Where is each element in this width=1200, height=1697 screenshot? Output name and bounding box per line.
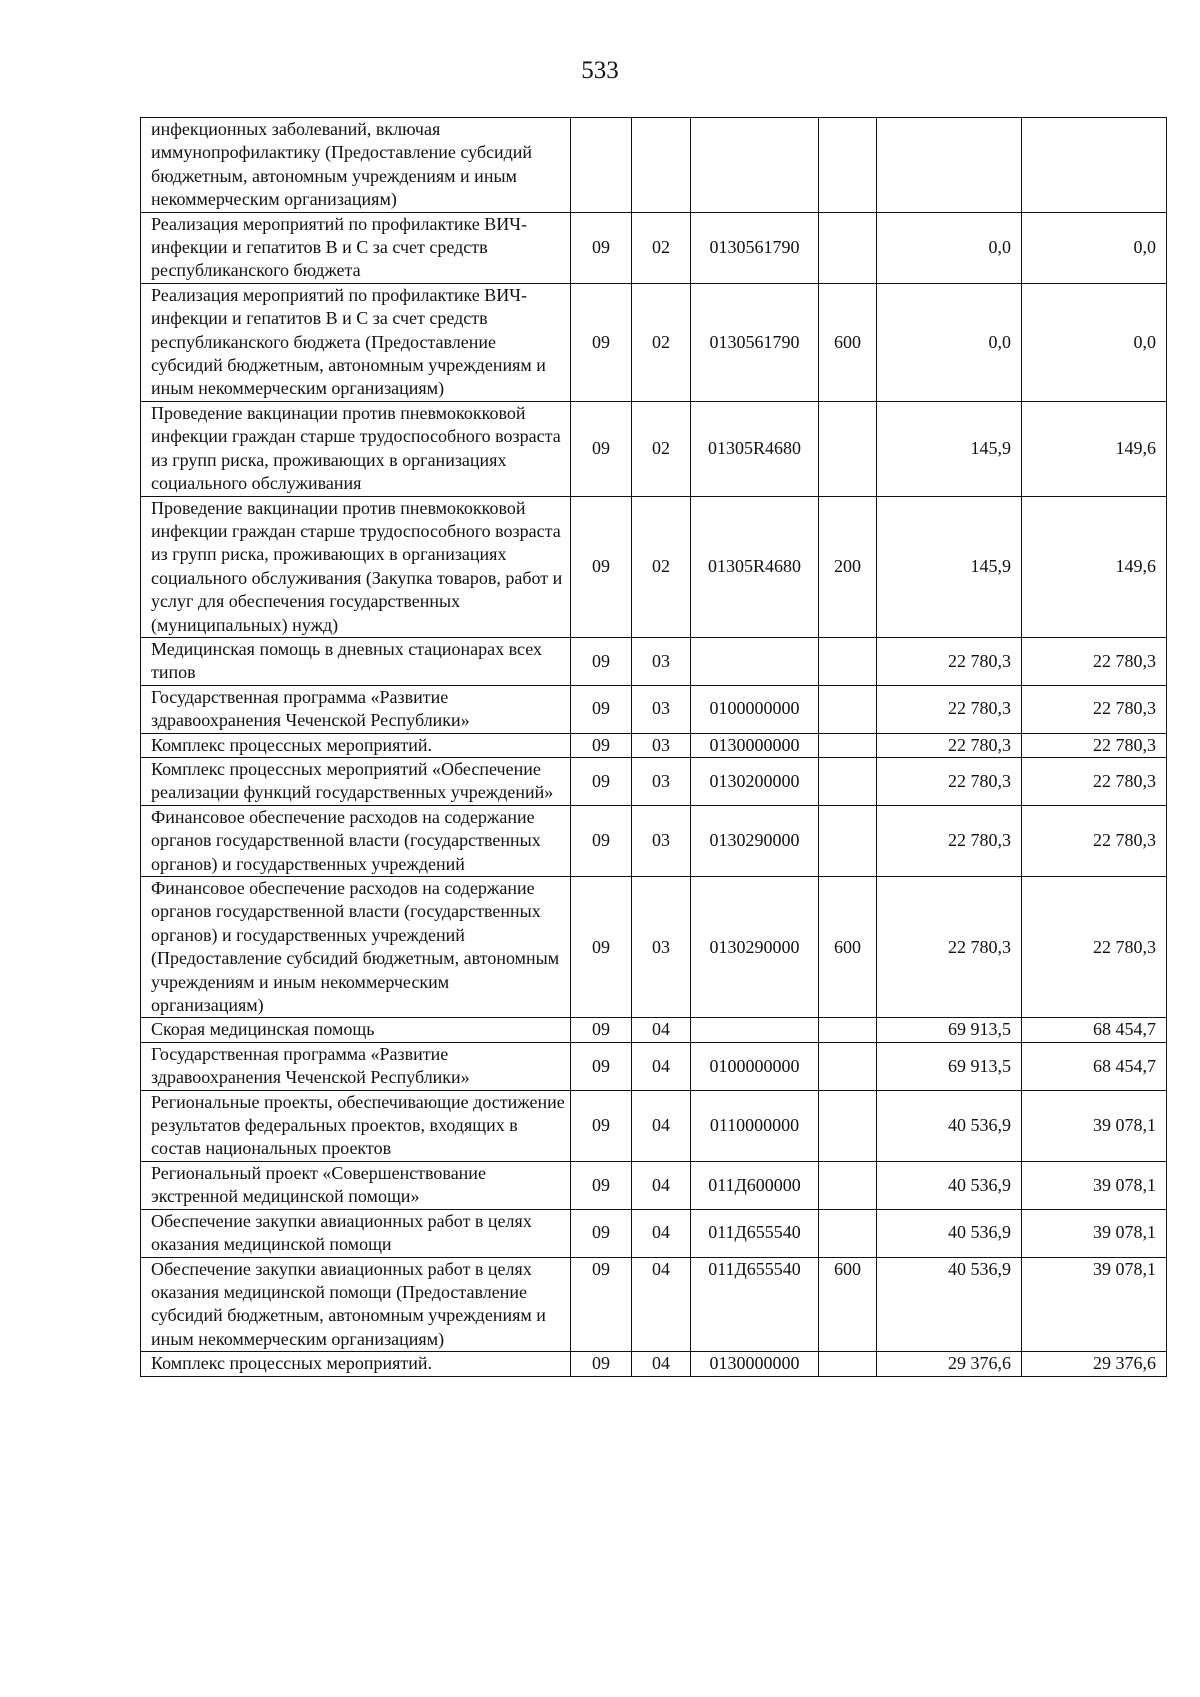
section-code: 09: [571, 1042, 632, 1090]
expense-name: Финансовое обеспечение расходов на содержание органов государственной власти (государственных органов) и государственных учреждений (Предоставление субсидий бюджетным, автономным учреждениям и иным некоммерческим организациям): [141, 877, 571, 1018]
target-article-code: 0130561790: [691, 283, 819, 401]
subsection-code: 02: [632, 401, 691, 496]
subsection-code: 04: [632, 1209, 691, 1257]
target-article-code: 0110000000: [691, 1090, 819, 1161]
expense-name: Комплекс процессных мероприятий «Обеспечение реализации функций государственных учреждений»: [141, 757, 571, 805]
section-code: 09: [571, 1090, 632, 1161]
amount-year-2: 0,0: [1022, 283, 1167, 401]
expense-name: Реализация мероприятий по профилактике ВИЧ-инфекции и гепатитов В и С за счет средств республиканского бюджета (Предоставление субсидий бюджетным, автономным учреждениям и иным некоммерческим организациям): [141, 283, 571, 401]
amount-year-1: 145,9: [877, 401, 1022, 496]
table-row: [141, 212, 1167, 283]
expense-name: Проведение вакцинации против пневмококковой инфекции граждан старше трудоспособного возраста из групп риска, проживающих в организациях социального обслуживания: [141, 401, 571, 496]
expense-name: Проведение вакцинации против пневмококковой инфекции граждан старше трудоспособного возраста из групп риска, проживающих в организациях социального обслуживания (Закупка товаров, работ и услуг для обеспечения государственных (муниципальных) нужд): [141, 496, 571, 637]
target-article-code: 01305R4680: [691, 496, 819, 637]
amount-year-2: 22 780,3: [1022, 757, 1167, 805]
expense-type-code: [819, 1209, 877, 1257]
subsection-code: 02: [632, 496, 691, 637]
subsection-code: 04: [632, 1090, 691, 1161]
section-code: 09: [571, 757, 632, 805]
amount-year-1: 22 780,3: [877, 733, 1022, 757]
expense-type-code: [819, 1042, 877, 1090]
expense-type-code: [819, 1018, 877, 1042]
expense-type-code: [819, 685, 877, 733]
target-article-code: 0100000000: [691, 1042, 819, 1090]
amount-year-2: 149,6: [1022, 401, 1167, 496]
table-row: [141, 283, 1167, 401]
section-code: 09: [571, 805, 632, 876]
target-article-code: 0130290000: [691, 805, 819, 876]
target-article-code: 0130000000: [691, 733, 819, 757]
amount-year-1: 22 780,3: [877, 637, 1022, 685]
amount-year-2: 39 078,1: [1022, 1161, 1167, 1209]
table-row: [141, 637, 1167, 685]
section-code: [571, 118, 632, 213]
expense-type-code: [819, 118, 877, 213]
expense-name: Реализация мероприятий по профилактике ВИЧ-инфекции и гепатитов В и С за счет средств республиканского бюджета: [141, 212, 571, 283]
expense-type-code: 200: [819, 496, 877, 637]
expense-name: Скорая медицинская помощь: [141, 1018, 571, 1042]
section-code: 09: [571, 685, 632, 733]
expense-type-code: [819, 212, 877, 283]
section-code: 09: [571, 1161, 632, 1209]
amount-year-2: 22 780,3: [1022, 733, 1167, 757]
section-code: 09: [571, 283, 632, 401]
subsection-code: 03: [632, 637, 691, 685]
table-row: [141, 1352, 1167, 1376]
table-row: [141, 1042, 1167, 1090]
amount-year-2: 68 454,7: [1022, 1042, 1167, 1090]
subsection-code: 04: [632, 1161, 691, 1209]
expense-name: Обеспечение закупки авиационных работ в целях оказания медицинской помощи: [141, 1209, 571, 1257]
section-code: 09: [571, 1352, 632, 1376]
amount-year-1: 22 780,3: [877, 757, 1022, 805]
amount-year-2: 22 780,3: [1022, 877, 1167, 1018]
expense-name: Обеспечение закупки авиационных работ в целях оказания медицинской помощи (Предоставление субсидий бюджетным, автономным учреждениям и иным некоммерческим организациям): [141, 1257, 571, 1352]
budget-table: [140, 117, 1167, 1377]
expense-type-code: 600: [819, 877, 877, 1018]
amount-year-1: 40 536,9: [877, 1090, 1022, 1161]
expense-type-code: 600: [819, 283, 877, 401]
amount-year-1: 40 536,9: [877, 1209, 1022, 1257]
amount-year-2: 0,0: [1022, 212, 1167, 283]
target-article-code: 0100000000: [691, 685, 819, 733]
expense-type-code: [819, 733, 877, 757]
expense-name: Государственная программа «Развитие здравоохранения Чеченской Республики»: [141, 1042, 571, 1090]
amount-year-1: [877, 118, 1022, 213]
expense-name: Региональные проекты, обеспечивающие достижение результатов федеральных проектов, входящих в состав национальных проектов: [141, 1090, 571, 1161]
subsection-code: 02: [632, 212, 691, 283]
section-code: 09: [571, 496, 632, 637]
subsection-code: 03: [632, 733, 691, 757]
amount-year-1: 29 376,6: [877, 1352, 1022, 1376]
amount-year-2: 22 780,3: [1022, 637, 1167, 685]
budget-table-body: [141, 118, 1167, 1377]
section-code: 09: [571, 637, 632, 685]
target-article-code: 011Д600000: [691, 1161, 819, 1209]
expense-type-code: [819, 1161, 877, 1209]
amount-year-2: [1022, 118, 1167, 213]
expense-type-code: 600: [819, 1257, 877, 1352]
table-row: [141, 1161, 1167, 1209]
target-article-code: 0130000000: [691, 1352, 819, 1376]
table-row: [141, 877, 1167, 1018]
page-number: 533: [581, 57, 619, 84]
table-row: [141, 757, 1167, 805]
expense-type-code: [819, 805, 877, 876]
amount-year-1: 22 780,3: [877, 805, 1022, 876]
subsection-code: 03: [632, 877, 691, 1018]
target-article-code: 011Д655540: [691, 1257, 819, 1352]
table-row: [141, 401, 1167, 496]
amount-year-2: 39 078,1: [1022, 1257, 1167, 1352]
expense-name: Комплекс процессных мероприятий.: [141, 733, 571, 757]
section-code: 09: [571, 212, 632, 283]
target-article-code: [691, 637, 819, 685]
subsection-code: 04: [632, 1352, 691, 1376]
target-article-code: 0130200000: [691, 757, 819, 805]
target-article-code: 01305R4680: [691, 401, 819, 496]
amount-year-1: 0,0: [877, 283, 1022, 401]
expense-type-code: [819, 401, 877, 496]
target-article-code: [691, 118, 819, 213]
expense-type-code: [819, 1352, 877, 1376]
table-row: [141, 1090, 1167, 1161]
table-row: [141, 805, 1167, 876]
amount-year-2: 22 780,3: [1022, 685, 1167, 733]
section-code: 09: [571, 1018, 632, 1042]
subsection-code: 02: [632, 283, 691, 401]
expense-name: Комплекс процессных мероприятий.: [141, 1352, 571, 1376]
subsection-code: 03: [632, 685, 691, 733]
expense-name: инфекционных заболеваний, включая иммунопрофилактику (Предоставление субсидий бюджетным, автономным учреждениям и иным некоммерческим организациям): [141, 118, 571, 213]
section-code: 09: [571, 1209, 632, 1257]
target-article-code: [691, 1018, 819, 1042]
table-row: [141, 1018, 1167, 1042]
subsection-code: 03: [632, 805, 691, 876]
amount-year-1: 69 913,5: [877, 1042, 1022, 1090]
subsection-code: 04: [632, 1042, 691, 1090]
expense-name: Медицинская помощь в дневных стационарах всех типов: [141, 637, 571, 685]
subsection-code: [632, 118, 691, 213]
expense-name: Государственная программа «Развитие здравоохранения Чеченской Республики»: [141, 685, 571, 733]
target-article-code: 011Д655540: [691, 1209, 819, 1257]
expense-name: Финансовое обеспечение расходов на содержание органов государственной власти (государственных органов) и государственных учреждений: [141, 805, 571, 876]
amount-year-1: 69 913,5: [877, 1018, 1022, 1042]
amount-year-2: 22 780,3: [1022, 805, 1167, 876]
expense-type-code: [819, 637, 877, 685]
expense-type-code: [819, 757, 877, 805]
section-code: 09: [571, 877, 632, 1018]
subsection-code: 03: [632, 757, 691, 805]
section-code: 09: [571, 733, 632, 757]
subsection-code: 04: [632, 1018, 691, 1042]
amount-year-2: 68 454,7: [1022, 1018, 1167, 1042]
amount-year-2: 39 078,1: [1022, 1209, 1167, 1257]
amount-year-1: 22 780,3: [877, 877, 1022, 1018]
subsection-code: 04: [632, 1257, 691, 1352]
amount-year-1: 40 536,9: [877, 1161, 1022, 1209]
amount-year-1: 145,9: [877, 496, 1022, 637]
table-row: [141, 1257, 1167, 1352]
amount-year-2: 39 078,1: [1022, 1090, 1167, 1161]
amount-year-2: 29 376,6: [1022, 1352, 1167, 1376]
expense-name: Региональный проект «Совершенствование экстренной медицинской помощи»: [141, 1161, 571, 1209]
table-row: [141, 496, 1167, 637]
table-row: [141, 1209, 1167, 1257]
target-article-code: 0130561790: [691, 212, 819, 283]
table-row: [141, 118, 1167, 213]
expense-type-code: [819, 1090, 877, 1161]
amount-year-1: 22 780,3: [877, 685, 1022, 733]
amount-year-1: 40 536,9: [877, 1257, 1022, 1352]
section-code: 09: [571, 1257, 632, 1352]
amount-year-2: 149,6: [1022, 496, 1167, 637]
table-row: [141, 733, 1167, 757]
target-article-code: 0130290000: [691, 877, 819, 1018]
table-row: [141, 685, 1167, 733]
amount-year-1: 0,0: [877, 212, 1022, 283]
section-code: 09: [571, 401, 632, 496]
